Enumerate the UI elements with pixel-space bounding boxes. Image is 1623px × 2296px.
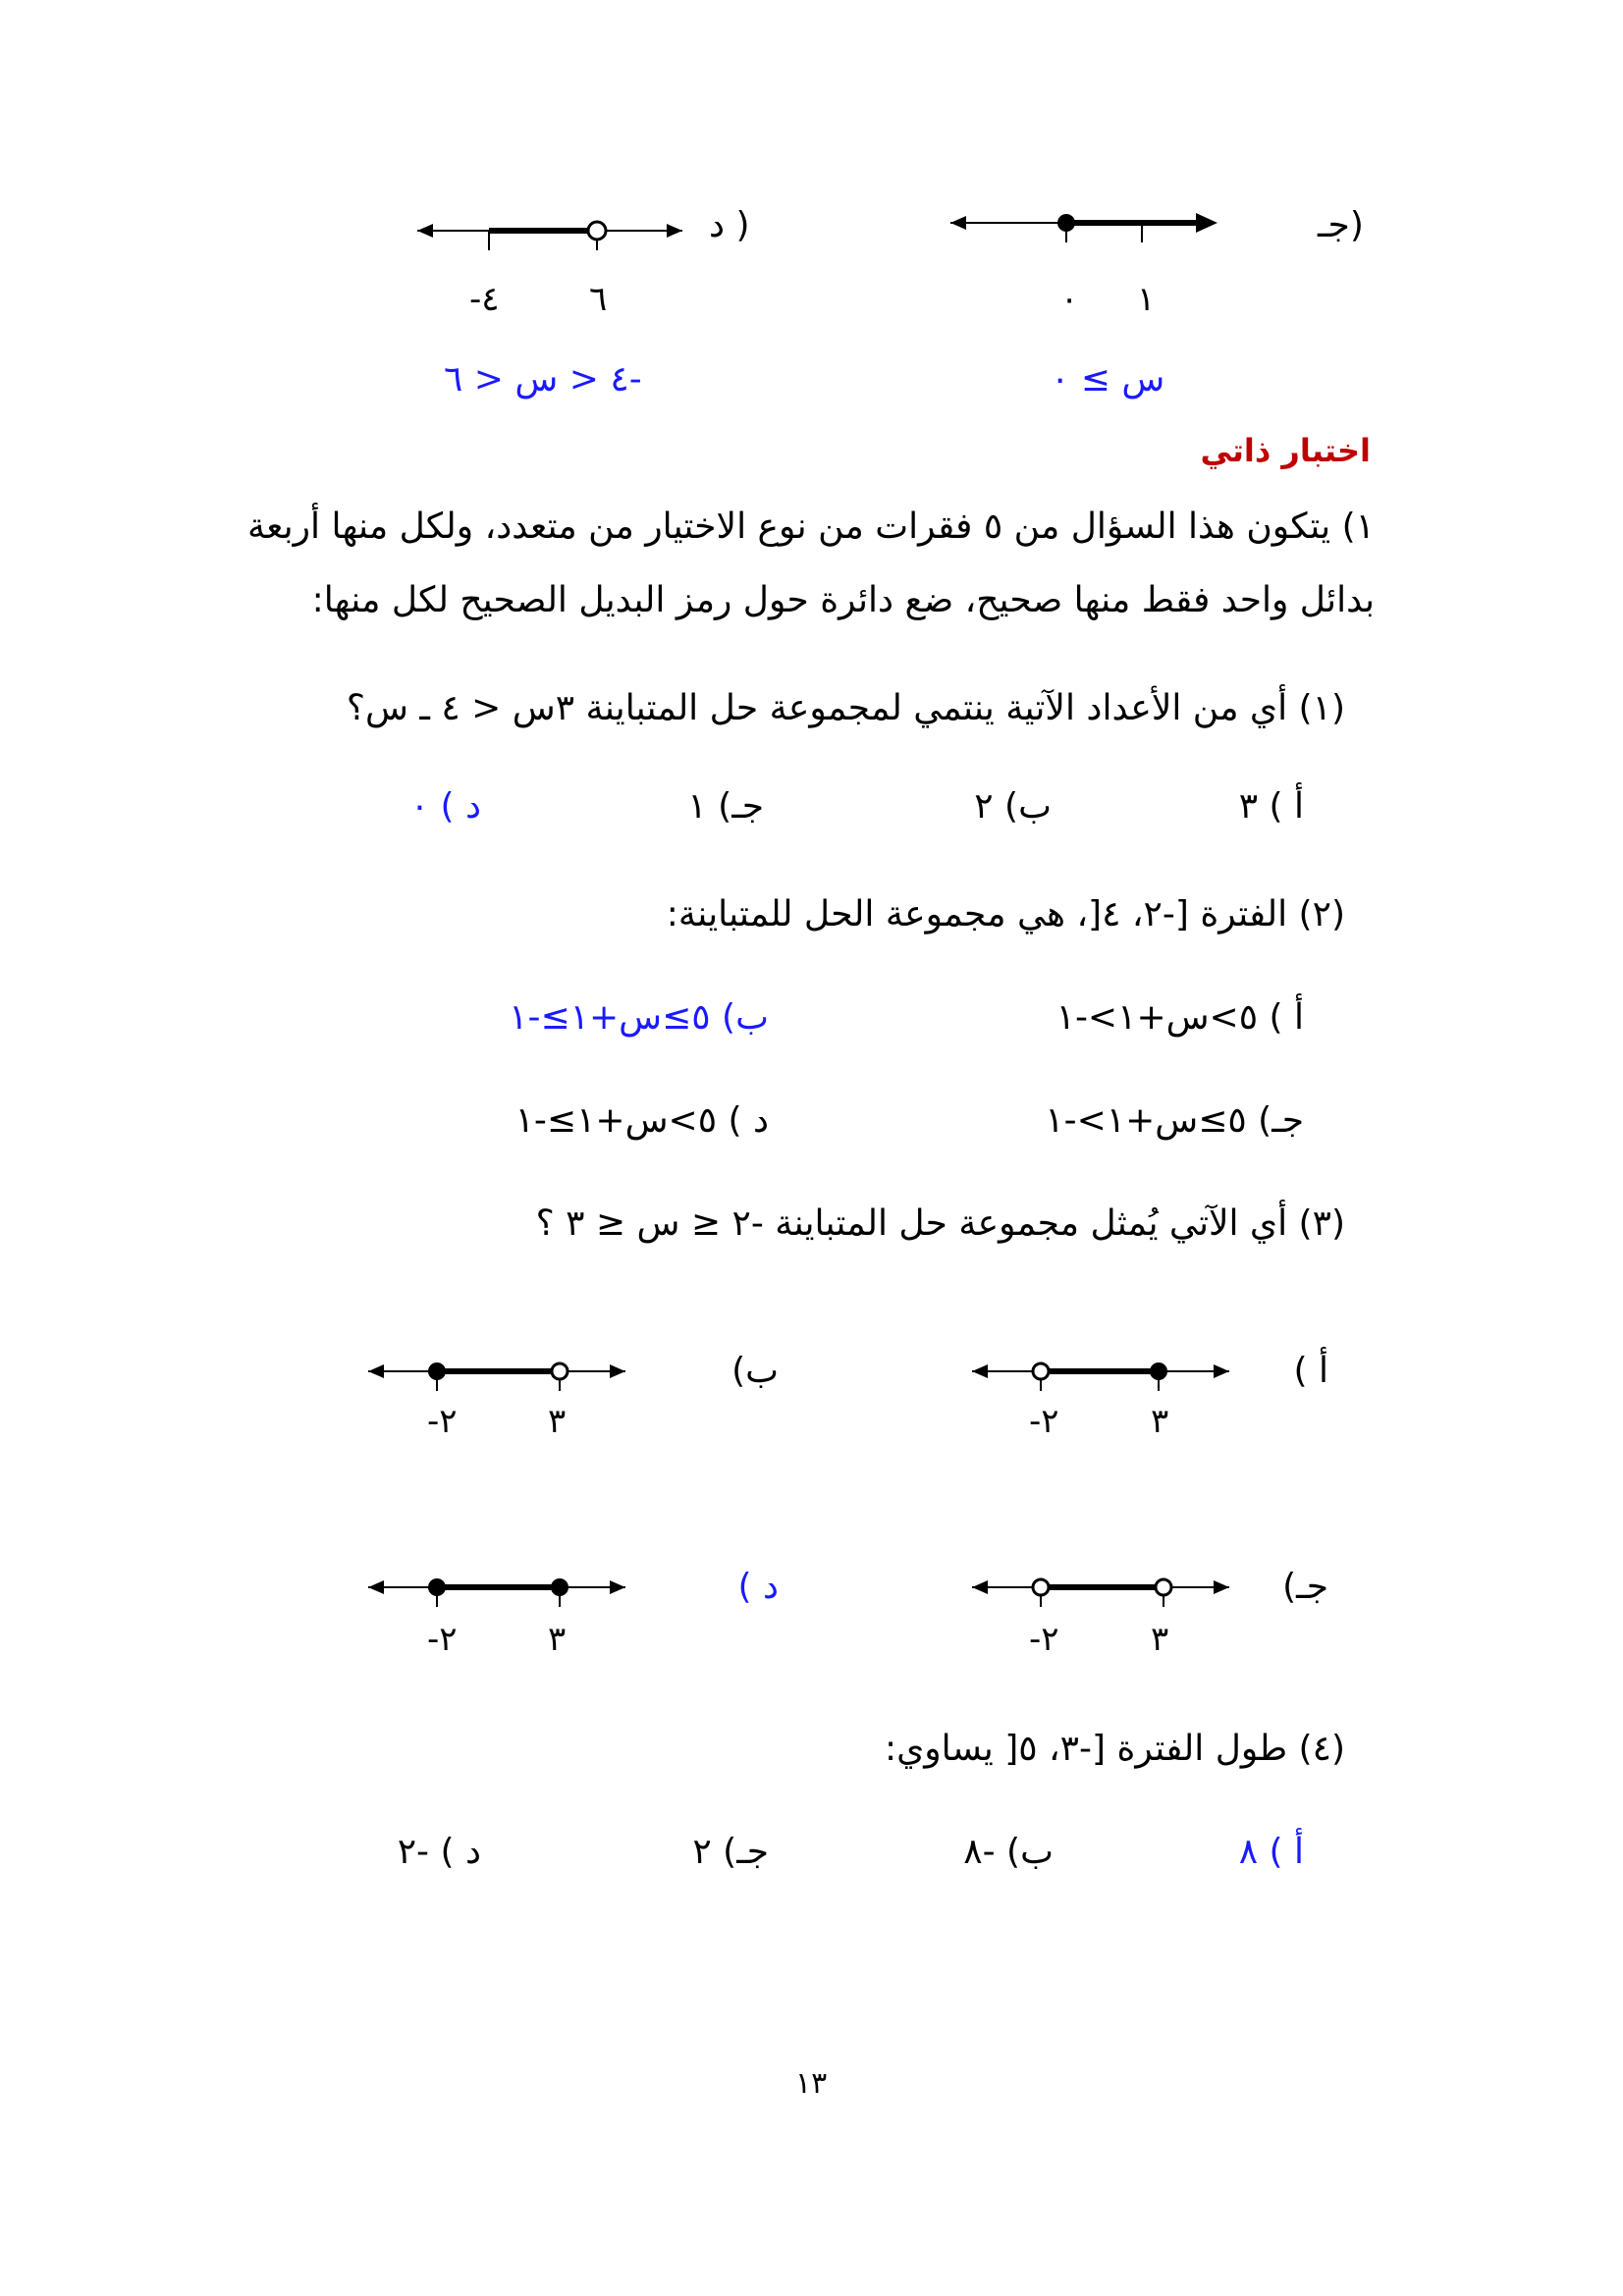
- tick-label: -٢: [1029, 1620, 1059, 1659]
- q2-option-b[interactable]: ب) ٥≥س+١≥-١: [509, 997, 769, 1038]
- q3-number-line-c: [972, 1563, 1237, 1622]
- tick-label: ٠: [1060, 280, 1079, 319]
- option-j-top-label: جـ): [1318, 205, 1364, 245]
- q3-option-c[interactable]: جـ): [1282, 1567, 1328, 1607]
- answer-j-top: س ≥ ٠: [1051, 359, 1165, 400]
- tick-label: -٤: [469, 280, 500, 319]
- tick-label: ٦: [589, 280, 608, 319]
- tick-label: ٣: [548, 1620, 567, 1659]
- option-d-top-label: د ): [709, 205, 750, 245]
- number-line-j-top: [950, 198, 1225, 257]
- answer-d-top: -٤ < س < ٦: [444, 359, 642, 400]
- page-number: ١٣: [795, 2066, 828, 2101]
- tick-label: ٣: [1151, 1620, 1169, 1659]
- q3-number-line-a: [972, 1347, 1237, 1406]
- q3-number-line-d: [368, 1563, 633, 1622]
- q1-option-c[interactable]: جـ) ١: [687, 786, 764, 827]
- q2-option-d[interactable]: د ) ٥>س+١≥-١: [514, 1100, 769, 1141]
- tick-label: ١: [1137, 280, 1156, 319]
- number-line-d-top: [417, 206, 692, 265]
- q1-option-d[interactable]: د ) ٠: [409, 786, 481, 827]
- question-3: (٣) أي الآتي يُمثل مجموعة حل المتباينة -٢ ≤ س ≤ ٣ ؟: [535, 1203, 1345, 1244]
- q4-option-b[interactable]: ب) -٨: [963, 1832, 1054, 1872]
- q4-option-d[interactable]: د ) -٢: [397, 1832, 481, 1872]
- q2-option-a[interactable]: أ ) ٥>س+١>-١: [1055, 997, 1304, 1038]
- q4-option-c[interactable]: جـ) ٢: [692, 1832, 769, 1872]
- section-title: اختبار ذاتي: [1200, 432, 1371, 469]
- tick-label: -٢: [1029, 1402, 1059, 1441]
- question-1: (١) أي من الأعداد الآتية ينتمي لمجموعة حل المتباينة ٣س < ٤ ـ س؟: [346, 688, 1345, 728]
- tick-label: ٣: [548, 1402, 567, 1441]
- q4-option-a[interactable]: أ ) ٨: [1238, 1832, 1304, 1872]
- tick-label: -٢: [427, 1620, 458, 1659]
- intro-line-2: بدائل واحد فقط منها صحيح، ضع دائرة حول رمز البديل الصحيح لكل منها:: [311, 580, 1375, 620]
- q1-option-a[interactable]: أ ) ٣: [1238, 786, 1304, 827]
- q1-option-b[interactable]: ب) ٢: [974, 786, 1052, 827]
- question-4: (٤) طول الفترة [-٣، ٥[ يساوي:: [884, 1729, 1345, 1769]
- question-2: (٢) الفترة [-٢، ٤[، هي مجموعة الحل للمتباينة:: [666, 894, 1345, 934]
- q3-option-a[interactable]: أ ): [1293, 1351, 1328, 1391]
- q3-number-line-b: [368, 1347, 633, 1406]
- q3-option-b[interactable]: ب): [731, 1351, 779, 1391]
- tick-label: -٢: [427, 1402, 458, 1441]
- q3-option-d[interactable]: د ): [737, 1567, 779, 1607]
- tick-label: ٣: [1151, 1402, 1169, 1441]
- q2-option-c[interactable]: جـ) ٥≥س+١>-١: [1045, 1100, 1304, 1141]
- intro-line-1: ١) يتكون هذا السؤال من ٥ فقرات من نوع الاختيار من متعدد، ولكل منها أربعة: [246, 507, 1375, 547]
